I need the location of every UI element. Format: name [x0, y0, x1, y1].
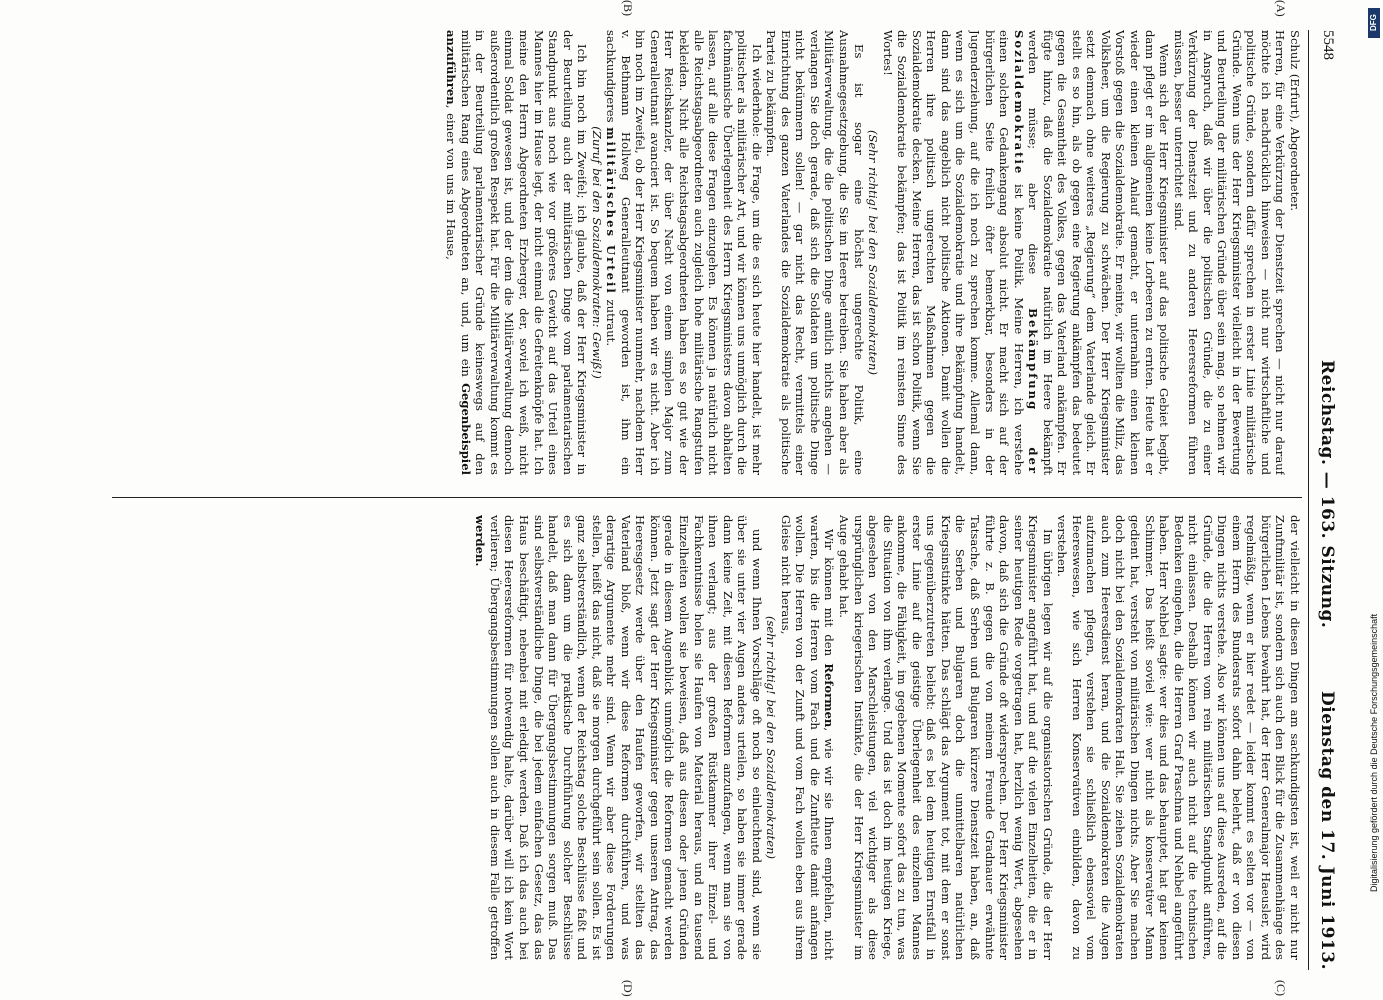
- header-rule: [1308, 30, 1309, 970]
- session-date: Dienstag den 17. Juni 1913.: [1317, 691, 1337, 970]
- paragraph: Ich wiederhole: die Frage, um die es sich heute hier handelt, ist mehr politischer als militärischer Art, und wir können uns unmöglich durch die fachmännische Überlegenheit des Herrn Kriegsministers davon abhalten lassen, auf alle diese Fragen einzugehen. Es können ja natürlich nicht alle Reichstagsabgeordneten auch zugleich hohe militärische Rangstufen bekleiden. Nicht alle Reichstagsabgeordneten haben es so gut wie der Herr Reichskanzler, der über Nacht von einem simplen Major zum Generalleutnant avanciert ist. So bequem haben wir es nicht. Aber ich bin noch im Zweifel, ob der Herr Kriegsminister nunmehr, nachdem Herr v. Bethmann Hollweg Generalleutnant geworden ist, ihm ein sachkundigeres militärisches Urteil zutraut.: [604, 30, 764, 475]
- emphasis: militärisches Urteil: [604, 127, 619, 295]
- dfg-logo: DFG: [1368, 8, 1380, 38]
- page-header: [1312, 30, 1340, 970]
- margin-marker-c: (C): [1274, 980, 1288, 996]
- emphasis: werden.: [473, 515, 488, 567]
- paragraph: und wenn Ihnen Vorschläge oft noch so einleuchtend sind, wenn sie über sie unter vier Augen anders urteilen, so haben sie immer gerade dann keine Zeit, mit diesen Reformen anzufangen, wenn man sie von ihnen verlangt; aus der großen Rüstkammer ihrer Einzel- und Fachkenntnisse holen sie Haufen von Material heraus, und an tausend Einzelheiten wollen sie beweisen, daß aus diesen oder jenen Gründen gerade in diesem Augenblick unmöglich die Reformen gemacht werden können. Jetzt sagt der Herr Kriegsminister gegen unseren Antrag, das Heeresgesetz werde über den Haufen geworfen, wir stellten das Vaterland bloß, wenn wir diese Reformen durchführen, und was derartige Argumente mehr sind. Wenn wir aber diese Forderungen stellen, heißt das nicht, daß sie morgen durchgeführt sein sollen. Es ist ganz selbstverständlich, wenn der Reichstag solche Beschlüsse faßt und es sich dann um die praktische Durchführung solcher Beschlüsse handelt, daß man dann für Übergangsbestimmungen sorgen muß. Das sind selbstverständliche Dinge, die bei jedem einfachen Gesetz, das das Haus beschäftigt, nebenbei mit erledigt werden. Daß ich das auch bei diesen Heeresreformen für notwendig halte, darüber will ich kein Wort verlieren; Übergangsbestimmungen sollen auch in diesem Falle getroffen werden.: [473, 515, 764, 960]
- column-divider: [112, 497, 1302, 498]
- paragraph: Ich bin noch im Zweifel; ich glaube, daß der Herr Kriegsminister in der Beurteilung auch der militärischen Dinge vom parlamentarischen Standpunkt aus noch wie vor größeres Gewicht auf das Urteil eines Mannes hier im Hause legt, der nicht einmal die Gefreitenknöpfe hat. Ich meine den Herrn Abgeordneten Erzberger, der, soviel ich weiß, nicht einmal Soldat gewesen ist, und der dem die Militärverwaltung dennoch außerordentlich großen Respekt hat. Für die Militärverwaltung kommt es in der Beurteilung parlamentarischer Gründe keineswegs auf den militärischen Rang eines Abgeordneten an, und, um ein Gegenbeispiel anzuführen, einer von uns im Hause,: [444, 30, 590, 475]
- funding-credit: Digitalisierung gefördert durch die Deutsche Forschungsgemeinschaft: [1369, 613, 1379, 892]
- interjection: (Zuruf bei den Sozialdemokraten: Gewiß!): [589, 126, 604, 379]
- interjection: (sehr richtig! bei den Sozialdemokraten): [764, 615, 779, 860]
- right-column: [112, 515, 1302, 960]
- paragraph: Es ist sogar eine höchst ungerechte Politik, eine Ausnahmegesetzgebung, die Sie im Heere betreiben. Sie haben aber als Militärverwaltung, die die politischen Dinge amtlich nichts angehen — verlangen Sie doch gerade, daß sich die Soldaten um politische Dinge nicht bekümmern sollen! — gar nicht das Recht, vermittels einer Einrichtung des ganzen Vaterlandes die Sozialdemokratie als politische Partei zu bekämpfen.: [764, 30, 866, 475]
- emphasis: Gegenbeispiel anzuführen: [444, 30, 473, 475]
- paragraph: Im übrigen legen wir auf die organisatorischen Gründe, die der Herr Kriegsminister angeführt hat, und auf die vielen Einzelheiten, die er in seiner heutigen Rede vorgetragen hat, herzlich wenig Wert, abgesehen davon, daß sich die Gründe oft widersprechen. Der Herr Kriegsminister führte z. B. gegen die von meinem Freunde Gradnauer erwähnte Tatsache, daß Serben und Bulgaren kürzere Dienstzeit haben, an, daß die Serben und Bulgaren doch die unmittelbaren natürlichen Kriegsinstinkte hätten. Das schlägt das Argument tot, mit dem er sonst uns gegenüberzutreten beliebt: daß es bei dem heutigen Ernstfall in erster Linie auf die geistige Überlegenheit des einzelnen Mannes ankomme, die Fähigkeit, im gegebenen Momente sofort das zu tun, was die Situation von ihm verlange. Und das ist doch im heutigen Kriege, abgesehen von den Marschleistungen, viel wichtiger als diese ursprünglichen kriegerischen Instinkte, die der Herr Kriegsminister im Auge gehabt hat.: [837, 515, 1055, 960]
- margin-marker-a: (A): [1274, 0, 1288, 17]
- paragraph: der vielleicht in diesen Dingen am sachkundigsten ist, weil er nicht nur Zunftmilitär ist, sondern sich auch den Blick für die Zusammenhänge des bürgerlichen Lebens bewahrt hat, der Herr Generalmajor Haeusler, wird regelmäßig, wenn er hier redet — leider kommt es selten vor — von einem Herrn des Bundesrats sofort dahin belehrt, daß er von diesen Dingen nichts verstehe. Also wir können uns auf diese Ausreden, auf die Gründe, die die Herren vom rein militärischen Standpunkt anführen, nicht einlassen. Deshalb können wir auch nicht auf die technischen Bedenken eingehen, die die Herren Graf Praschma und Nehbel angeführt haben. Herr Nehbel sagte: wer dies und das behauptet, hat gar keinen Schimmer. Das heißt soviel wie: wer nicht als konservativer Mann gedient hat, versteht von militärischen Dingen nichts. Aber Sie machen doch nicht bei den Sozialdemokraten Halt. Sie ziehen Sozialdemokraten auch zum Heeresdienst heran, und die Sozialdemokraten die Augen aufzumachen pflegen, verstehen sie schließlich ebensoviel vom Heereswesen, wie sich Herren Konservativen einbilden, davon zu verstehen.: [1055, 515, 1302, 960]
- left-column: [112, 30, 1302, 475]
- paragraph: Wir können mit den Reformen, wie wir sie Ihnen empfehlen, nicht warten, bis die Herren vom Fach und die Zunftleute damit anfangen wollen. Die Herren von der Zunft und vom Fach wollen eben aus ihrem Gleise nicht heraus,: [778, 515, 837, 960]
- speaker-line: Schulz (Erfurt), Abgeordneter.: [1288, 30, 1302, 212]
- emphasis: Reformen: [822, 663, 837, 728]
- emphasis: Bekämpfung der Sozialdemokratie: [1011, 30, 1041, 475]
- margin-marker-b: (B): [621, 0, 635, 16]
- newspaper-page: [100, 0, 1340, 997]
- page-title: Reichstag. — 163. Sitzung.: [1317, 360, 1337, 629]
- margin-marker-d: (D): [621, 980, 635, 997]
- interjection: (Sehr richtig! bei den Sozialdemokraten): [866, 129, 881, 376]
- paragraph: Herren, für eine Verkürzung der Dienstzeit sprechen — nicht nur darauf möchte ich nachdrücklich hinweisen — nicht nur wirtschaftliche und politische Gründe, sondern dafür sprechen in erster Linie militärische Gründe. Wenn uns der Herr Kriegsminister vielleicht in der Bewertung und Beurteilung der militärischen Gründe über sein mag, so nehmen wir in Anspruch, daß wir über die politischen Gründe, die zu einer Verkürzung der Dienstzeit und zu anderen Heeresreformen führen müssen, besser unterrichtet sind.: [1171, 30, 1288, 475]
- page-number: 5548: [1320, 30, 1336, 60]
- paragraph: Wenn sich der Herr Kriegsminister auf das politische Gebiet begibt, dann pflegt er im allgemeinen keine Lorbeeren zu ernten. Heute hat er wieder einen kleinen Anlauf gemacht, er unternahm einen kleinen Vorstoß gegen die Sozialdemokratie. Er meinte, wir wollten die Miliz, das Volksheer, um die Regierung zu schwächen. Der Herr Kriegsminister setzt demnach ohne weiteres „Regierung“ dem Vaterlande gleich. Er stellt es so hin, als ob gegen eine Regierung ankämpfen das bedeutet gegen die Gesamtheit des Volkes, gegen das Vaterland ankämpfen. Er fügte hinzu, daß die Sozialdemokratie natürlich im Heere bekämpft werden müsse; aber diese Bekämpfung der Sozialdemokratie ist keine Politik. Meine Herren, ich verstehe einen solchen Gedankengang absolut nicht. Er macht sich auf der bürgerlichen Seite freilich öfter bemerkbar, besonders in der Jugenderziehung, auf die ich noch zu sprechen komme. Allemal dann, wenn es sich um die Sozialdemokratie und ihre Bekämpfung handelt, dann sind das angeblich nicht politische Aktionen. Damit wollen die Herren ihre politisch ungerechten Maßnahmen gegen die Sozialdemokratie decken. Meine Herren, das ist schon Politik, wenn Sie die Sozialdemokratie bekämpfen; das ist Politik im reinsten Sinne des Wortes!: [880, 30, 1172, 475]
